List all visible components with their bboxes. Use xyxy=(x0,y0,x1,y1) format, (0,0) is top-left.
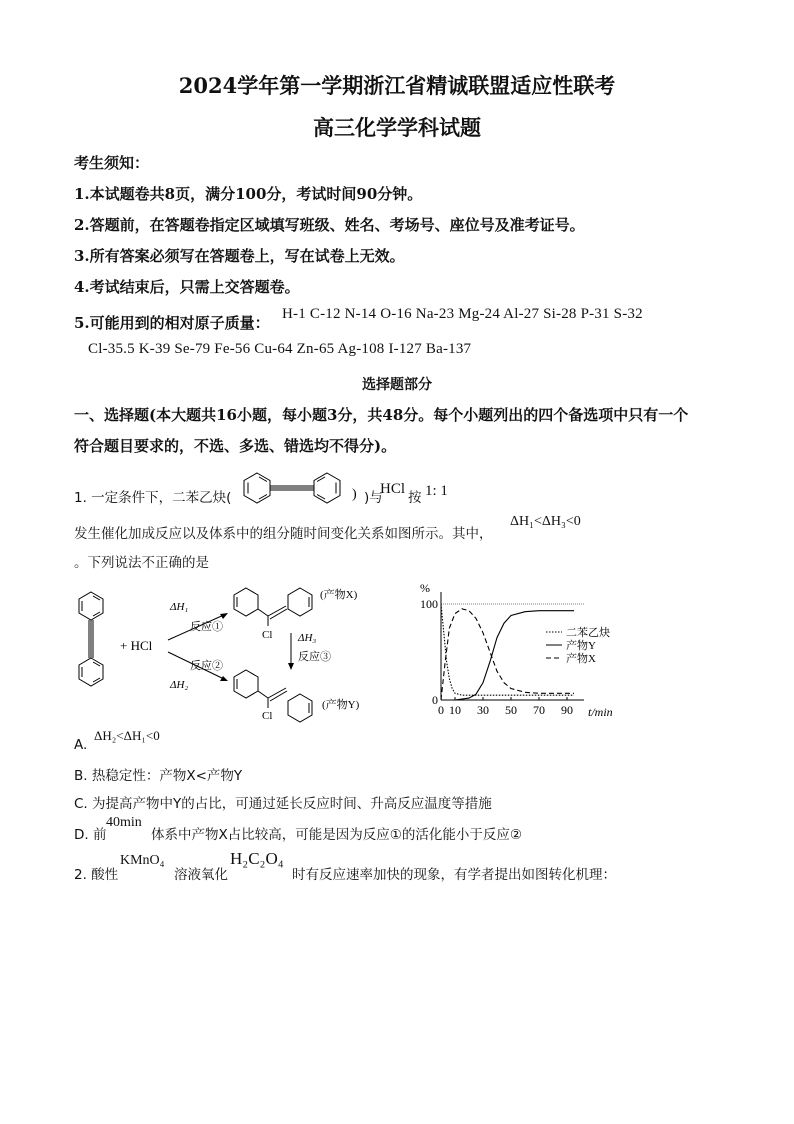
scheme-product-y: (产物Y) xyxy=(322,699,360,711)
section-heading: 选择题部分 xyxy=(362,377,432,393)
legend-label: 产物Y xyxy=(566,640,596,652)
part1-line-2: 符合题目要求的，不选、多选、错选均不得分)。 xyxy=(74,437,397,455)
q1-option-c: C. 为提高产物中Y的占比，可通过延长反应时间、升高反应温度等措施 xyxy=(74,796,492,812)
q1-stem-c: 按 xyxy=(408,490,422,506)
reaction-scheme xyxy=(60,578,400,723)
series-line-1 xyxy=(441,604,574,695)
scheme-dh3: ΔH₃ xyxy=(298,632,317,644)
scheme-cl-bottom: Cl xyxy=(262,710,273,722)
notice-heading: 考生须知： xyxy=(74,154,150,172)
q1-option-b: B. 热稳定性：产物X<产物Y xyxy=(74,768,243,784)
q1-stem-line-2: 发生催化加成反应以及体系中的组分随时间变化关系如图所示。其中， xyxy=(74,526,493,542)
notice-item-4: 4.考试结束后，只需上交答题卷。 xyxy=(74,278,300,296)
x-tick-label: 90 xyxy=(561,703,573,717)
q1-option-d-a: D. 前 xyxy=(74,827,107,843)
product-x-structure xyxy=(234,588,312,626)
q1-stem-hcl: HCl xyxy=(380,481,406,497)
scheme-r3: 反应③ xyxy=(298,651,331,663)
x-tick-label: 50 xyxy=(505,703,517,717)
scheme-r1: 反应① xyxy=(190,621,223,633)
product-y-structure xyxy=(234,670,312,722)
y-tick-label: 0 xyxy=(432,693,438,707)
q1-option-a-label: A. xyxy=(74,737,88,753)
scheme-dh1: ΔH₁ xyxy=(170,601,189,613)
q2-stem-b: 溶液氧化 xyxy=(174,867,228,883)
svg-text:): ) xyxy=(352,487,357,502)
scheme-product-x: (产物X) xyxy=(320,589,358,601)
notice-item-1: 1.本试题卷共8页，满分100分，考试时间90分钟。 xyxy=(74,185,423,203)
chart-ylabel: % xyxy=(420,581,430,595)
notice-item-2: 2.答题前，在答题卷指定区域填写班级、姓名、考场号、座位号及准考证号。 xyxy=(74,216,585,234)
x-tick-label: 30 xyxy=(477,703,489,717)
q1-stem-line-3: 。下列说法不正确的是 xyxy=(74,555,209,571)
diphenylacetylene-inline-structure xyxy=(232,470,362,504)
q2-stem-c: 时有反应速率加快的现象，有学者提出如图转化机理： xyxy=(292,867,616,883)
x-tick-label: 0 xyxy=(438,703,444,717)
atomic-mass-label: 5.可能用到的相对原子质量： xyxy=(74,314,270,332)
notice-item-3: 3.所有答案必须写在答题卷上，写在试卷上无效。 xyxy=(74,247,405,265)
q1-stem-b: )与 xyxy=(364,490,383,506)
q1-stem-a: 1. 一定条件下，二苯乙炔( xyxy=(74,490,232,506)
scheme-dh2: ΔH₂ xyxy=(170,679,189,691)
legend-label: 二苯乙炔 xyxy=(566,627,610,639)
series-line-2 xyxy=(441,611,574,700)
atomic-mass-line-1: H-1 C-12 N-14 O-16 Na-23 Mg-24 Al-27 Si-28 P-31 S-32 xyxy=(282,306,643,322)
series-line-3 xyxy=(441,609,574,700)
q1-option-d-value: 40min xyxy=(106,815,142,830)
scheme-r2: 反应② xyxy=(190,660,223,672)
scheme-cl-top: Cl xyxy=(262,629,273,641)
chart-xlabel: t/min xyxy=(588,705,613,719)
scheme-plus-hcl: + HCl xyxy=(120,638,153,653)
composition-time-chart xyxy=(414,576,624,724)
q2-stem-a: 2. 酸性 xyxy=(74,867,119,883)
q2-h2c2o4: H₂C₂O₄ xyxy=(230,849,284,868)
y-tick-label: 100 xyxy=(420,597,438,611)
reactant-structure xyxy=(79,592,103,686)
q1-option-d-b: 体系中产物X占比较高，可能是因为反应①的活化能小于反应② xyxy=(151,827,522,843)
q1-stem-condition: ΔH₁<ΔH₃<0 xyxy=(510,514,581,529)
q1-stem-ratio: 1: 1 xyxy=(425,483,448,499)
x-tick-label: 70 xyxy=(533,703,545,717)
atomic-mass-line-2: Cl-35.5 K-39 Se-79 Fe-56 Cu-64 Zn-65 Ag-108 I-127 Ba-137 xyxy=(88,341,472,357)
part1-line-1: 一、选择题(本大题共16小题，每小题3分，共48分。每个小题列出的四个备选项中只有一个 xyxy=(74,406,689,424)
q1-option-a-text: ΔH₂<ΔH₁<0 xyxy=(94,728,160,743)
x-tick-label: 10 xyxy=(449,703,461,717)
legend-label: 产物X xyxy=(566,653,596,665)
page-subtitle: 高三化学学科试题 xyxy=(313,115,481,140)
page-title: 2024学年第一学期浙江省精诚联盟适应性联考 xyxy=(178,73,616,98)
q2-kmno4: KMnO₄ xyxy=(120,853,165,868)
